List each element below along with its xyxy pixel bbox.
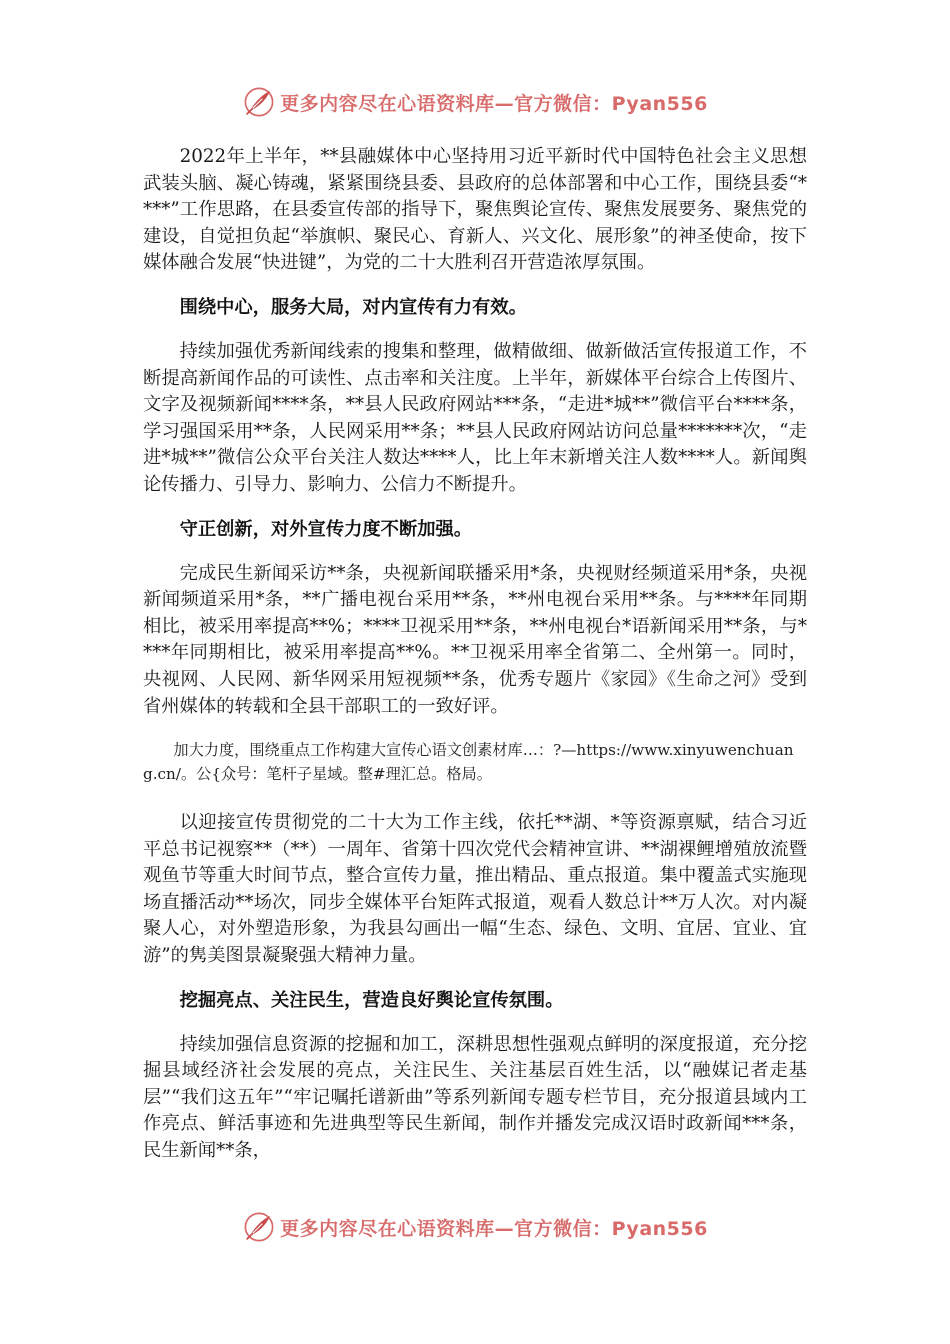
feather-pen-logo-icon bbox=[242, 1210, 276, 1244]
document-body bbox=[143, 144, 807, 1183]
section-heading-2: 守正创新，对外宣传力度不断加强。 bbox=[179, 518, 473, 540]
footer-banner-text: 更多内容尽在心语资料库—官方微信：Pyan556 bbox=[280, 1217, 708, 1240]
section-heading-3: 挖掘亮点、关注民生，营造良好舆论宣传氛围。 bbox=[179, 989, 564, 1011]
footer-banner bbox=[0, 1207, 950, 1247]
header-banner bbox=[0, 82, 950, 122]
paragraph-2: 完成民生新闻采访**条，央视新闻联播采用*条，央视财经频道采用*条，央视新闻频道采用*条，**广播电视台采用**条，**州电视台采用**条。与****年同期相比，被采用率提高**%；****卫视采用**条，**州电视台*语新闻采用**条，与****年同期相比，被采用率提高**%。**卫视采用率全省第二、全州第一。同时，央视网、人民网、新华网采用短视频**条，优秀专题片《家园》《生命之河》受到省州媒体的转载和全县干部职工的一致好评。 bbox=[143, 562, 807, 717]
section-heading-1: 围绕中心，服务大局，对内宣传有力有效。 bbox=[179, 296, 527, 318]
intro-paragraph: 2022年上半年，**县融媒体中心坚持用习近平新时代中国特色社会主义思想武装头脑、凝心铸魂，紧紧围绕县委、县政府的总体部署和中心工作，围绕县委“****”工作思路，在县委宣传部的指导下，聚焦舆论宣传、聚焦发展要务、聚焦党的建设，自觉担负起“举旗帜、聚民心、育新人、兴文化、展形象”的神圣使命，按下媒体融合发展“快进键”，为党的二十大胜利召开营造浓厚氛围。 bbox=[143, 146, 807, 274]
header-banner-text: 更多内容尽在心语资料库—官方微信：Pyan556 bbox=[280, 92, 708, 115]
feather-pen-logo-icon bbox=[242, 85, 276, 119]
paragraph-1: 持续加强优秀新闻线索的搜集和整理，做精做细、做新做活宣传报道工作，不断提高新闻作品的可读性、点击率和关注度。上半年，新媒体平台综合上传图片、文字及视频新闻****条，**县人民政府网站***条，“走进*城**”微信平台****条，学习强国采用**条，人民网采用**条；**县人民政府网站访问总量*******次，“走进*城**”微信公众平台关注人数达****人，比上年末新增关注人数****人。新闻舆论传播力、引导力、影响力、公信力不断提升。 bbox=[143, 340, 807, 495]
watermark-note: 加大力度，围绕重点工作构建大宣传心语文创素材库…：?—https://www.xinyuwenchuang.cn/。公{众号：笔杆子星域。整#理汇总。格局。 bbox=[143, 741, 794, 784]
paragraph-3: 以迎接宣传贯彻党的二十大为工作主线，依托**湖、*等资源禀赋，结合习近平总书记视察**（**）一周年、省第十四次党代会精神宣讲、**湖裸鲤增殖放流暨观鱼节等重大时间节点，整合宣传力量，推出精品、重点报道。集中覆盖式实施现场直播活动**场次，同步全媒体平台矩阵式报道，观看人数总计**万人次。对内凝聚人心，对外塑造形象，为我县勾画出一幅“生态、绿色、文明、宜居、宜业、宜游”的隽美图景凝聚强大精神力量。 bbox=[143, 812, 807, 967]
paragraph-4: 持续加强信息资源的挖掘和加工，深耕思想性强观点鲜明的深度报道，充分挖掘县域经济社会发展的亮点，关注民生、关注基层百姓生活，以“融媒记者走基层”“我们这五年”“牢记嘱托谱新曲”等系列新闻专题专栏节目，充分报道县域内工作亮点、鲜活事迹和先进典型等民生新闻，制作并播发完成汉语时政新闻***条，民生新闻**条， bbox=[143, 1033, 807, 1162]
